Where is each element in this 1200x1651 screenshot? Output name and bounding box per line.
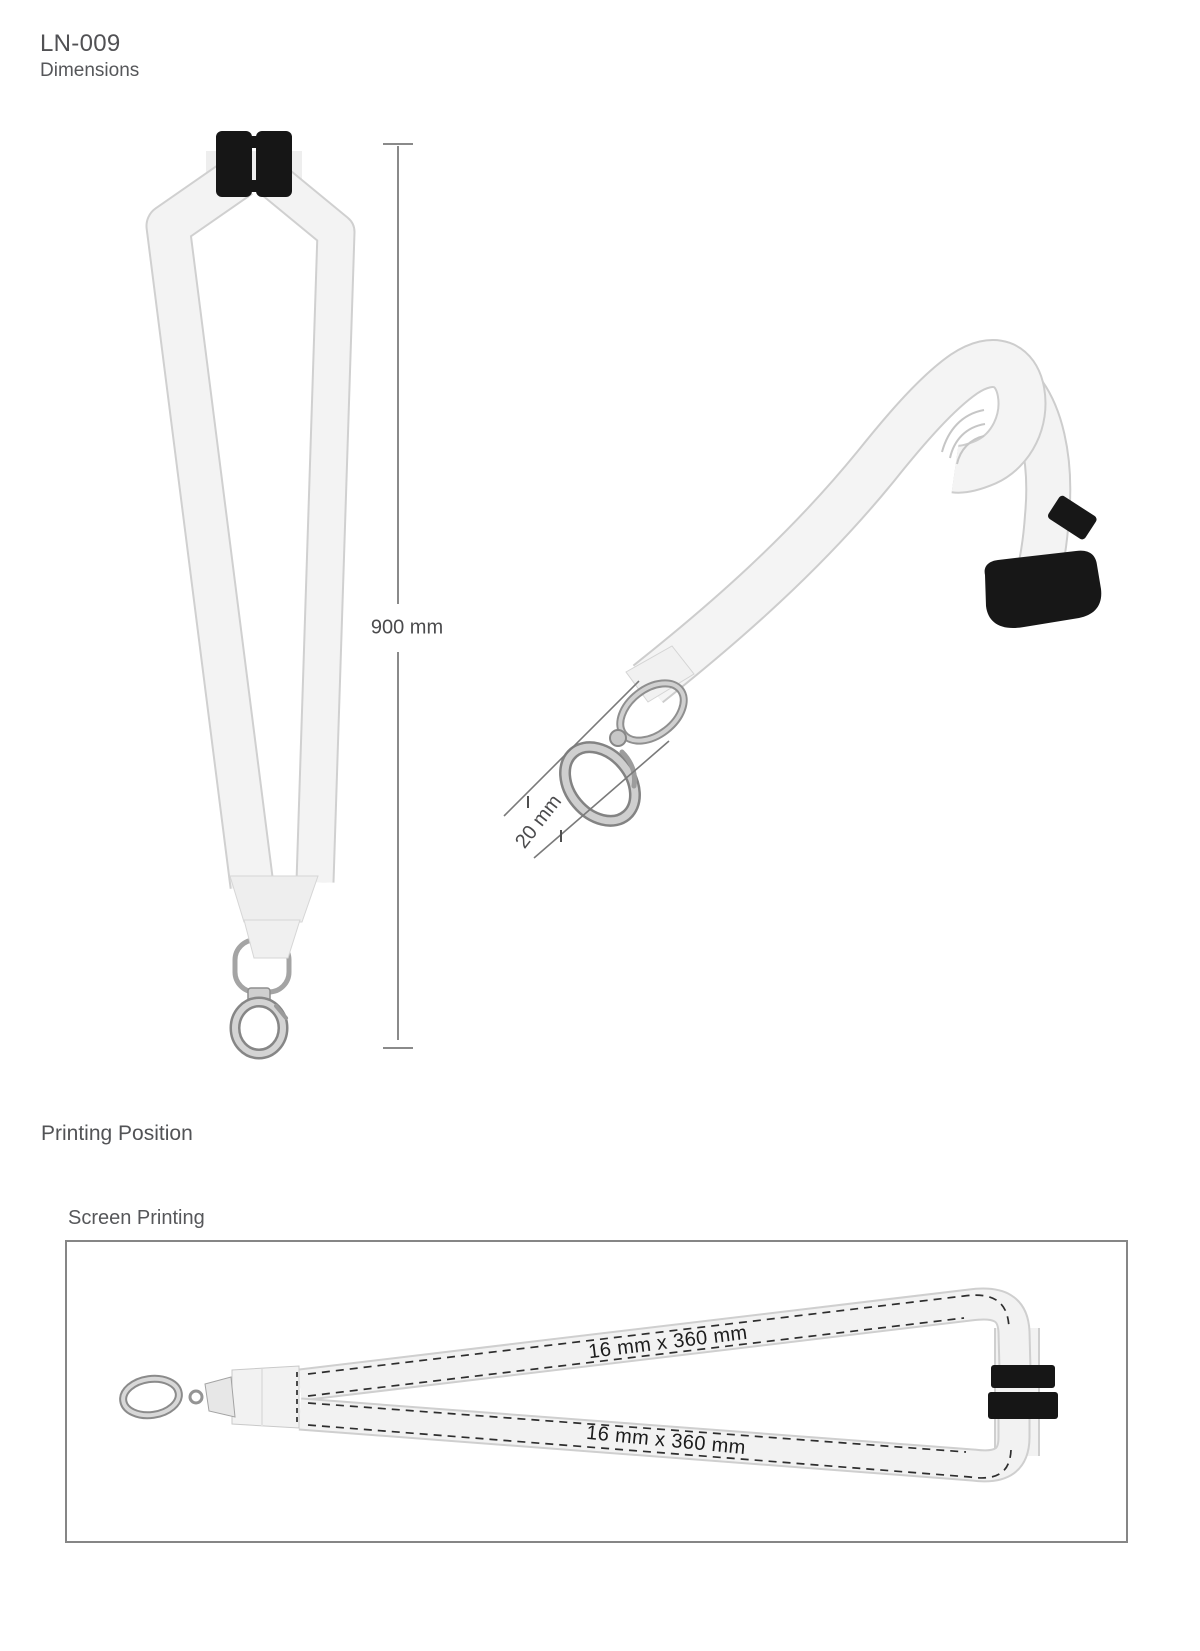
lanyard-perspective-illustration xyxy=(551,364,1102,835)
length-dimension-label: 900 mm xyxy=(370,616,444,639)
buckle-graphic xyxy=(985,551,1102,628)
dimensions-section-title: Dimensions xyxy=(40,60,140,81)
print-area-label-bottom: 16 mm x 360 mm xyxy=(585,1421,747,1460)
metal-swivel-hook-graphic xyxy=(235,1002,286,1054)
product-code: LN-009 xyxy=(40,30,121,57)
length-dimension-line xyxy=(383,144,413,1048)
metal-hook-flat-graphic xyxy=(121,1375,235,1418)
print-area-label-top: 16 mm x 360 mm xyxy=(587,1321,749,1364)
lanyard-front-view-illustration xyxy=(168,131,336,1054)
breakaway-buckle-flat-graphic xyxy=(988,1365,1058,1419)
printing-method-label: Screen Printing xyxy=(68,1207,205,1229)
metal-swivel-hook-perspective-graphic xyxy=(551,733,650,834)
width-dimension-label: 20 mm xyxy=(511,790,567,853)
printing-section-title: Printing Position xyxy=(41,1122,193,1145)
printing-position-illustration xyxy=(121,1295,1058,1478)
